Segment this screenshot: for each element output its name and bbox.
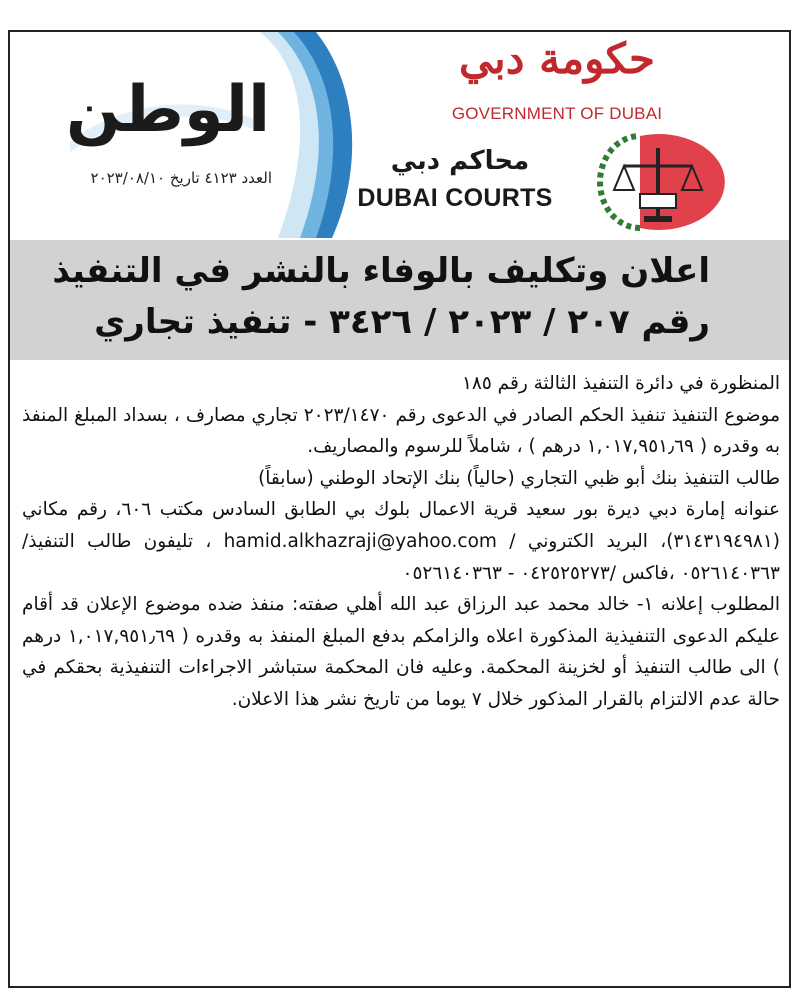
notice-title: اعلان وتكليف بالوفاء بالنشر في التنفيذ: [52, 251, 710, 291]
newspaper-logo-text: الوطن: [66, 73, 270, 147]
notice-body: [22, 368, 780, 716]
claimant-address-paragraph: عنوانه إمارة دبي ديرة بور سعيد قرية الاعمال بلوك بي الطابق السادس مكتب ٦٠٦، رقم مكاني (٣١٤٣١٩٤٩٨١)، البريد الكتروني / hamid.alkhazraji@yahoo.com ، تليفون طالب التنفيذ/٠٥٢٦١٤٠٣٦٣ ،فاكس /٠٤٢٥٢٥٢٧٣ - ٠٥٢٦١٤٠٣٦٣: [22, 499, 780, 584]
claimant-paragraph: طالب التنفيذ بنك أبو ظبي التجاري (حالياً) بنك الإتحاد الوطني (سابقاً): [258, 467, 780, 489]
government-logo-arabic: حكومة دبي: [459, 34, 655, 83]
government-logo-english: GOVERNMENT OF DUBAI: [451, 104, 663, 123]
issue-number-date: العدد ٤١٢٣ تاريخ ٢٠٢٣/٠٨/١٠: [90, 169, 272, 187]
court-circuit-paragraph: المنظورة في دائرة التنفيذ الثالثة رقم ١٨٥: [461, 373, 780, 394]
execution-subject-paragraph: موضوع التنفيذ تنفيذ الحكم الصادر في الدعوى رقم ٢٠٢٣/١٤٧٠ تجاري مصارف ، بسداد المبلغ المنفذ به وقدره ( ١,٠١٧,٩٥١٫٦٩ درهم ) ، شاملاً للرسوم والمصاريف.: [22, 404, 780, 458]
notice-header: [10, 32, 789, 238]
courts-name-arabic: محاكم دبي: [390, 146, 530, 176]
courts-name-english: DUBAI COURTS: [357, 184, 553, 212]
scales-of-justice-icon: [570, 132, 750, 232]
respondent-paragraph: المطلوب إعلانه ١- خالد محمد عبد الرزاق عبد الله أهلي صفته: منفذ ضده موضوع الإعلان قد أقام عليكم الدعوى التنفيذية المذكورة اعلاه والزامكم بدفع المبلغ المنفذ به وقدره ( ١,٠١٧,٩٥١٫٦٩ درهم ) الى طالب التنفيذ أو لخزينة المحكمة. وعليه فان المحكمة ستباشر الاجراءات التنفيذية بحقكم في حالة عدم الالتزام بالقرار المذكور خلال ٧ يوما من تاريخ نشر هذا الاعلان.: [22, 594, 780, 710]
case-number-title: رقم ٢٠٧ / ٢٠٢٣ / ٣٤٢٦ - تنفيذ تجاري: [94, 302, 710, 342]
